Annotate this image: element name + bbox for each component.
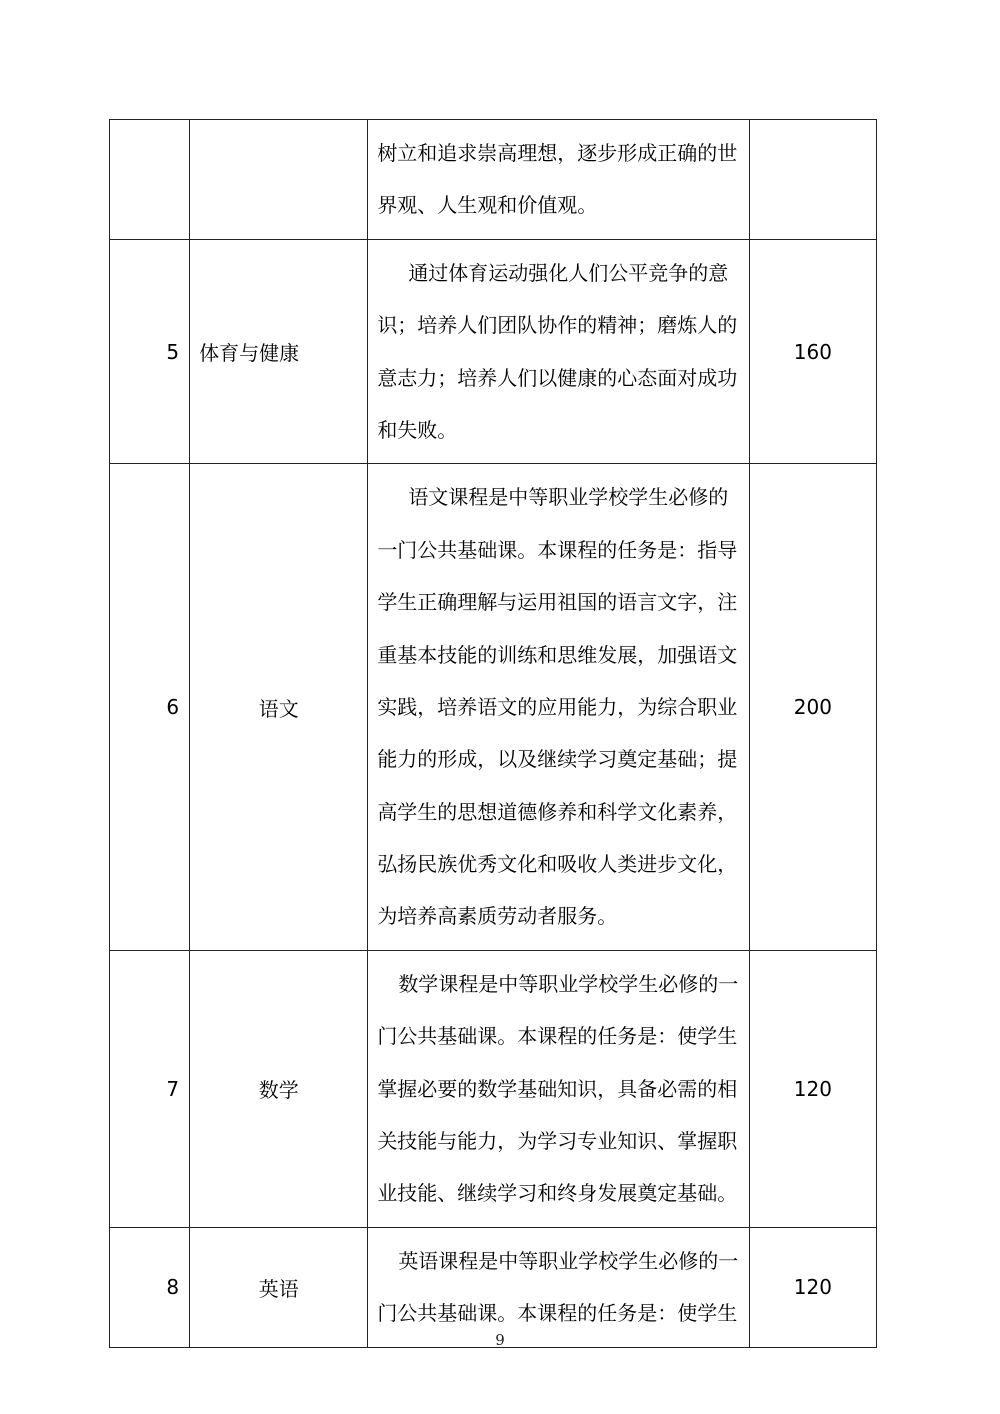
description-line: 英语课程是中等职业学校学生必修的一 bbox=[398, 1248, 739, 1273]
course-name bbox=[190, 120, 368, 240]
course-description bbox=[368, 239, 749, 464]
course-hours: 120 bbox=[749, 1227, 876, 1347]
course-description bbox=[368, 950, 749, 1227]
description-line: 识；培养人们团队协作的精神；磨炼人的 bbox=[377, 313, 738, 338]
description-line: 界观、人生观和价值观。 bbox=[377, 193, 598, 218]
description-line: 为培养高素质劳动者服务。 bbox=[377, 904, 618, 929]
description-line: 弘扬民族优秀文化和吸收人类进步文化， bbox=[377, 852, 738, 877]
course-number: 7 bbox=[110, 950, 190, 1227]
course-name: 语文 bbox=[190, 464, 368, 951]
course-name: 英语 bbox=[190, 1227, 368, 1347]
course-name: 体育与健康 bbox=[190, 239, 368, 464]
description-line: 重基本技能的训练和思维发展，加强语文 bbox=[377, 642, 738, 667]
description-line: 学生正确理解与运用祖国的语言文字，注 bbox=[377, 590, 738, 615]
description-line: 关技能与能力，为学习专业知识、掌握职 bbox=[377, 1129, 738, 1154]
description-line: 业技能、继续学习和终身发展奠定基础。 bbox=[377, 1181, 738, 1206]
description-line: 门公共基础课。本课程的任务是：使学生 bbox=[377, 1024, 738, 1049]
page-number: 9 bbox=[495, 1331, 505, 1349]
description-line: 掌握必要的数学基础知识，具备必需的相 bbox=[377, 1076, 738, 1101]
course-name: 数学 bbox=[190, 950, 368, 1227]
course-number bbox=[110, 120, 190, 240]
course-description bbox=[368, 1227, 749, 1347]
description-line: 能力的形成，以及继续学习奠定基础；提 bbox=[377, 747, 738, 772]
description-line: 高学生的思想道德修养和科学文化素养， bbox=[377, 799, 738, 824]
course-table bbox=[109, 119, 877, 1348]
table-row bbox=[110, 1227, 877, 1347]
course-number: 8 bbox=[110, 1227, 190, 1347]
description-line: 实践，培养语文的应用能力，为综合职业 bbox=[377, 694, 738, 719]
table-row bbox=[110, 950, 877, 1227]
course-hours: 200 bbox=[749, 464, 876, 951]
course-hours: 160 bbox=[749, 239, 876, 464]
course-number: 5 bbox=[110, 239, 190, 464]
description-line: 语文课程是中等职业学校学生必修的 bbox=[408, 485, 729, 510]
description-line: 树立和追求崇高理想，逐步形成正确的世 bbox=[377, 141, 738, 165]
course-number: 6 bbox=[110, 464, 190, 951]
table-row bbox=[110, 239, 877, 464]
description-line: 意志力；培养人们以健康的心态面对成功 bbox=[377, 365, 738, 390]
description-line: 通过体育运动强化人们公平竞争的意 bbox=[408, 260, 729, 285]
course-hours: 120 bbox=[749, 950, 876, 1227]
description-line: 一门公共基础课。本课程的任务是：指导 bbox=[377, 537, 738, 562]
course-description bbox=[368, 120, 749, 240]
description-line: 和失败。 bbox=[377, 417, 458, 442]
table-row bbox=[110, 464, 877, 951]
course-hours bbox=[749, 120, 876, 240]
table-row bbox=[110, 120, 877, 240]
description-line: 门公共基础课。本课程的任务是：使学生 bbox=[377, 1301, 738, 1326]
course-description bbox=[368, 464, 749, 951]
description-line: 数学课程是中等职业学校学生必修的一 bbox=[398, 971, 739, 996]
